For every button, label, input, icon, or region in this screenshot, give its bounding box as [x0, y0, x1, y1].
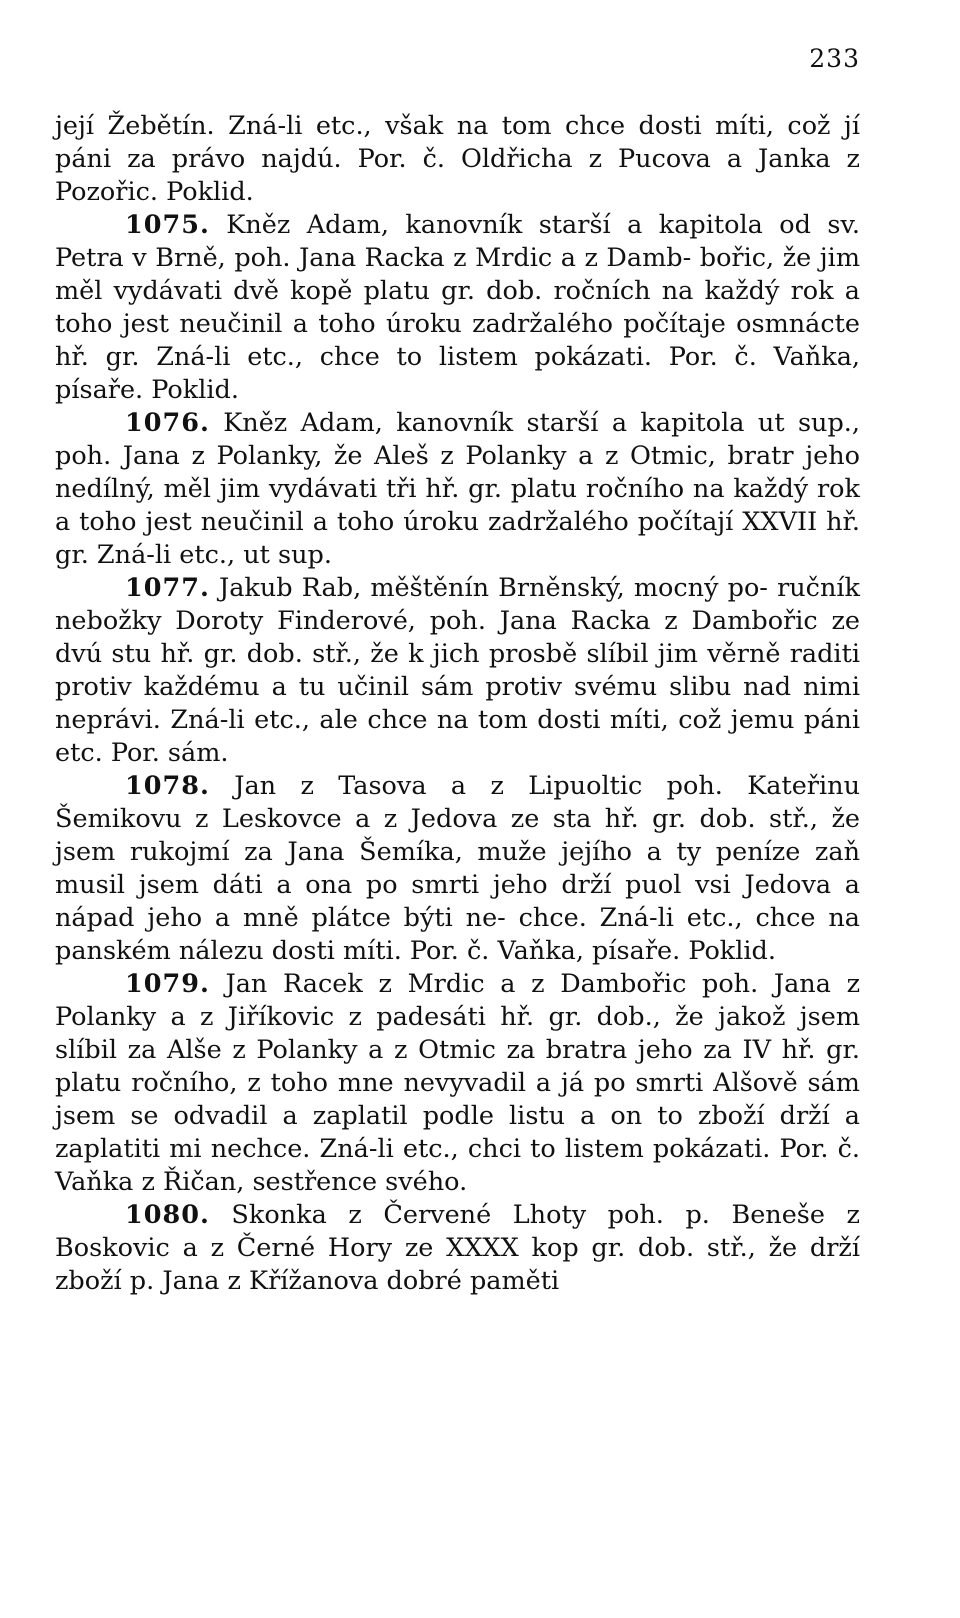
paragraph-text: Skonka z Červené Lhoty poh. p. Beneše z Boskovic a z Černé Hory ze XXXX kop gr. dob. stř., že drží zboží p. Jana z Křížanova dobré paměti [55, 1200, 860, 1296]
paragraph-1077 [55, 572, 860, 770]
paragraph-text: Kněz Adam, kanovník starší a kapitola od sv. Petra v Brně, poh. Jana Racka z Mrdic a z Damb‑ bořic, že jim měl vydávati dvě kopě platu gr. dob. ročních na každý rok a toho jest neučinil a toho úroku zadržalého počítaje osmnácte hř. gr. Zná-li etc., chce to listem pokázati. Por. č. Vaňka, písaře. Poklid. [55, 210, 860, 405]
paragraph-text: Kněz Adam, kanovník starší a kapitola ut sup., poh. Jana z Polanky, že Aleš z Polanky a z Otmic, bratr jeho nedílný, měl jim vydávati tři hř. gr. platu ročního na každý rok a toho jest neučinil a toho úroku zadržalého počítají XXVII hř. gr. Zná-li etc., ut sup. [55, 408, 860, 570]
paragraph-1079 [55, 968, 860, 1199]
entry-number: 1075. [125, 210, 210, 240]
paragraph-text: Jan Racek z Mrdic a z Dambořic poh. Jana z Polanky a z Jiříkovic z padesáti hř. gr. dob., že jakož jsem slíbil za Alše z Polanky a z Otmic za bratra jeho za IV hř. gr. platu ročního, z toho mne nevyvadil a já po smrti Alšově sám jsem se odvadil a zaplatil podle listu a on to zboží drží a zaplatiti mi nechce. Zná-li etc., chci to listem pokázati. Por. č. Vaňka z Řičan, sestřence svého. [55, 969, 860, 1197]
paragraph-text: její Žebětín. Zná-li etc., však na tom chce dosti míti, což jí páni za právo najdú. Por. č. Oldřicha z Pucova a Janka z Pozořic. Poklid. [55, 111, 860, 207]
paragraph-1076 [55, 407, 860, 572]
entry-number: 1079. [125, 969, 210, 999]
paragraph-1075 [55, 209, 860, 407]
paragraph-1080 [55, 1199, 860, 1298]
entry-number: 1080. [125, 1200, 210, 1230]
paragraph-text: Jan z Tasova a z Lipuoltic poh. Kateřinu Šemikovu z Leskovce a z Jedova ze sta hř. gr. dob. stř., že jsem rukojmí za Jana Šemíka, muže jejího a ty peníze zaň musil jsem dáti a ona po smrti jeho drží puol vsi Jedova a nápad jeho a mně plátce býti ne‑ chce. Zná-li etc., chce na panském nálezu dosti míti. Por. č. Vaňka, písaře. Poklid. [55, 771, 860, 966]
page-number: 233 [809, 44, 860, 73]
entry-number: 1077. [125, 573, 210, 603]
text-block [55, 110, 860, 1298]
entry-number: 1078. [125, 771, 210, 801]
paragraph-text: Jakub Rab, měštěnín Brněnský, mocný po‑ ručník nebožky Doroty Finderové, poh. Jana Racka z Dambořic ze dvú stu hř. gr. dob. stř., že k jich prosbě slíbil jim věrně raditi protiv každému a tu učinil sám protiv svému slibu nad nimi neprávi. Zná-li etc., ale chce na tom dosti míti, což jemu páni etc. Por. sám. [55, 573, 860, 768]
entry-number: 1076. [125, 408, 210, 438]
paragraph-1078 [55, 770, 860, 968]
paragraph-continuation [55, 110, 860, 209]
